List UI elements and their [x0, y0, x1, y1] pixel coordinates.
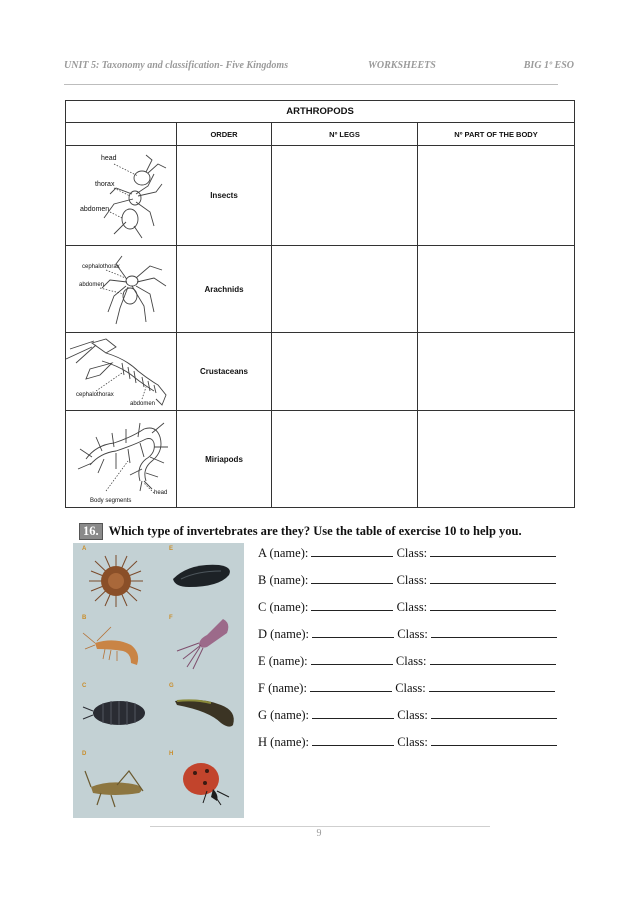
photo-label-e: E [169, 546, 174, 552]
slug-icon [171, 689, 239, 731]
legs-cell-arachnids[interactable] [272, 246, 418, 333]
column-header-legs: Nº LEGS [272, 123, 418, 146]
name-blank[interactable] [311, 654, 393, 665]
exercise-question [79, 523, 522, 540]
body-parts-cell-arachnids[interactable] [418, 246, 575, 333]
crustacean-illustration [66, 333, 177, 411]
answer-line-f [258, 681, 555, 696]
photo-label-a: A [82, 546, 87, 552]
name-blank[interactable] [311, 600, 393, 611]
arachnid-illustration [66, 246, 177, 333]
order-arachnids: Arachnids [177, 246, 272, 333]
photo-label-h: H [169, 751, 174, 757]
table-row [66, 146, 575, 246]
label-body-segments: Body segments [90, 498, 132, 504]
label-head: head [101, 155, 117, 162]
item-label: E (name): [258, 654, 308, 668]
footer-divider [150, 826, 490, 827]
answer-line-a [258, 546, 556, 561]
class-label: Class: [397, 735, 428, 749]
unit-title: UNIT 5: Taxonomy and classification- Five Kingdoms [64, 60, 289, 71]
order-insects: Insects [177, 146, 272, 246]
ladybird-icon [177, 757, 235, 811]
question-text: Which type of invertebrates are they? Use the table of exercise 10 to help you. [108, 524, 522, 538]
crayfish-drawing-icon [66, 333, 176, 410]
photo-label-d: D [82, 751, 87, 757]
ant-drawing-icon [66, 146, 176, 245]
order-miriapods: Miriapods [177, 411, 272, 508]
grasshopper-icon [81, 765, 151, 809]
spider-drawing-icon [66, 246, 176, 332]
item-label: G (name): [258, 708, 310, 722]
class-label: Class: [397, 627, 428, 641]
item-label: H (name): [258, 735, 310, 749]
invertebrate-photo-panel [73, 543, 244, 818]
table-row [66, 411, 575, 508]
class-label: Class: [395, 654, 427, 668]
column-header-body-parts: Nº PART OF THE BODY [418, 123, 575, 146]
class-blank[interactable] [430, 546, 556, 557]
body-parts-cell-miriapods[interactable] [418, 411, 575, 508]
order-crustaceans: Crustaceans [177, 333, 272, 411]
header-divider [64, 84, 558, 85]
answer-line-c [258, 600, 556, 615]
class-label: Class: [395, 681, 426, 695]
column-header-order: ORDER [177, 123, 272, 146]
miriapod-illustration [66, 411, 177, 508]
name-blank[interactable] [311, 573, 393, 584]
page-header [64, 60, 574, 74]
name-blank[interactable] [312, 735, 394, 746]
table-title: ARTHROPODS [66, 101, 575, 123]
shrimp-icon [81, 623, 151, 673]
item-label: B (name): [258, 573, 309, 587]
answer-line-e [258, 654, 556, 669]
label-cephalothorax: cephalothorax [82, 264, 120, 270]
mussel-icon [169, 557, 235, 593]
class-blank[interactable] [431, 627, 557, 638]
answer-line-b [258, 573, 556, 588]
photo-label-c: C [82, 683, 87, 689]
legs-cell-miriapods[interactable] [272, 411, 418, 508]
item-label: D (name): [258, 627, 310, 641]
answer-line-g [258, 708, 557, 723]
label-abdomen: abdomen [79, 282, 105, 288]
class-blank[interactable] [430, 600, 556, 611]
photo-label-f: F [169, 615, 173, 621]
woodlouse-icon [81, 693, 151, 733]
course-title: BIG 1º ESO [523, 60, 574, 71]
insect-illustration [66, 146, 177, 246]
class-label: Class: [397, 708, 428, 722]
name-blank[interactable] [312, 708, 394, 719]
photo-label-b: B [82, 615, 87, 621]
class-blank[interactable] [429, 681, 555, 692]
squid-icon [173, 615, 235, 671]
table-row [66, 246, 575, 333]
class-blank[interactable] [430, 573, 556, 584]
answer-line-d [258, 627, 557, 642]
section-title: WORKSHEETS [368, 60, 436, 71]
name-blank[interactable] [311, 546, 393, 557]
label-cephalothorax: cephalothorax [76, 392, 114, 398]
body-parts-cell-insects[interactable] [418, 146, 575, 246]
name-blank[interactable] [310, 681, 392, 692]
item-label: F (name): [258, 681, 307, 695]
photo-label-g: G [169, 683, 174, 689]
label-head: head [154, 490, 168, 496]
class-blank[interactable] [431, 735, 557, 746]
answer-line-h [258, 735, 557, 750]
class-blank[interactable] [430, 654, 556, 665]
item-label: C (name): [258, 600, 309, 614]
class-label: Class: [396, 600, 428, 614]
sea-urchin-icon [81, 551, 151, 611]
body-parts-cell-crustaceans[interactable] [418, 333, 575, 411]
legs-cell-insects[interactable] [272, 146, 418, 246]
class-blank[interactable] [431, 708, 557, 719]
label-thorax: thorax [95, 181, 115, 188]
table-row [66, 333, 575, 411]
class-label: Class: [396, 546, 428, 560]
arthropods-table [65, 100, 575, 508]
name-blank[interactable] [312, 627, 394, 638]
legs-cell-crustaceans[interactable] [272, 333, 418, 411]
label-abdomen: abdomen [130, 401, 156, 407]
blank-header-cell [66, 123, 177, 146]
item-label: A (name): [258, 546, 309, 560]
label-abdomen: abdomen [80, 206, 110, 213]
page-number: 9 [316, 828, 322, 839]
class-label: Class: [396, 573, 428, 587]
exercise-number: 16. [79, 523, 103, 540]
